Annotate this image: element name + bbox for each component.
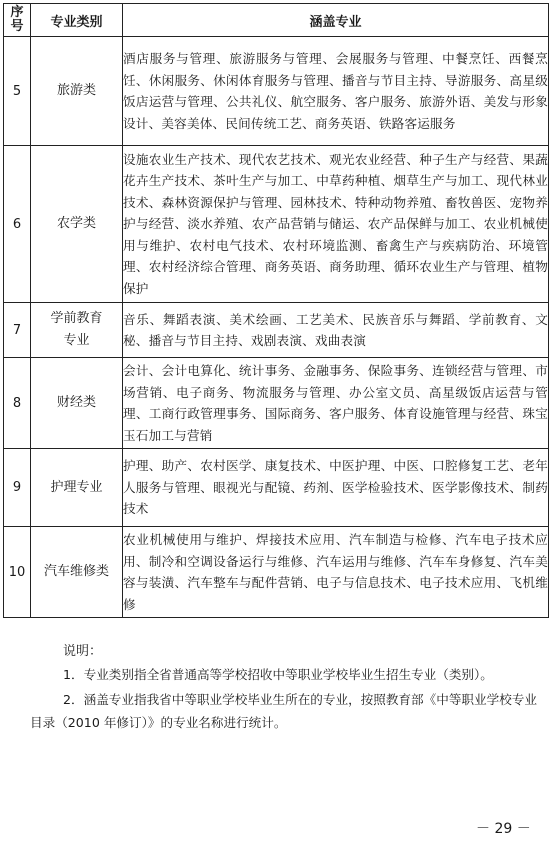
table-header-row (4, 4, 549, 37)
row-seq: 5 (4, 37, 31, 146)
row-majors: 音乐、舞蹈表演、美术绘画、工艺美术、民族音乐与舞蹈、学前教育、文秘、播音与节目主持、戏剧表演、戏曲表演 (123, 303, 549, 358)
header-majors: 涵盖专业 (123, 4, 549, 37)
row-category: 农学类 (31, 146, 123, 303)
row-majors: 酒店服务与管理、旅游服务与管理、会展服务与管理、中餐烹饪、西餐烹饪、休闲服务、休闲体育服务与管理、播音与节目主持、导游服务、高星级饭店运营与管理、公共礼仪、航空服务、客户服务、旅游外语、美发与形象设计、美容美体、民间传统工艺、商务英语、铁路客运服务 (123, 37, 549, 146)
table-row (4, 527, 549, 618)
note-item: 2．涵盖专业指我省中等职业学校毕业生所在的专业，按照教育部《中等职业学校专业目录（2010 年修订）》的专业名称进行统计。 (30, 692, 537, 730)
header-category: 专业类别 (31, 4, 123, 37)
table-row (4, 37, 549, 146)
table-row (4, 449, 549, 527)
table-row (4, 303, 549, 358)
row-category-text: 学前教育专业 (50, 311, 103, 348)
row-seq: 8 (4, 358, 31, 449)
row-category: 财经类 (31, 358, 123, 449)
table-row (4, 358, 549, 449)
row-seq: 6 (4, 146, 31, 303)
note-item: 1．专业类别指全省普通高等学校招收中等职业学校毕业生招生专业（类别）。 (63, 667, 493, 682)
header-seq: 序 号 (4, 4, 31, 37)
table-row (4, 146, 549, 303)
row-seq: 9 (4, 449, 31, 527)
row-category: 护理专业 (31, 449, 123, 527)
row-seq: 7 (4, 303, 31, 358)
row-majors: 护理、助产、农村医学、康复技术、中医护理、中医、口腔修复工艺、老年人服务与管理、眼视光与配镜、药剂、医学检验技术、医学影像技术、制药技术 (123, 449, 549, 527)
row-majors: 设施农业生产技术、现代农艺技术、观光农业经营、种子生产与经营、果蔬花卉生产技术、茶叶生产与加工、中草药种植、烟草生产与加工、现代林业技术、森林资源保护与管理、园林技术、特种动物养殖、畜牧兽医、宠物养护与经营、淡水养殖、农产品营销与储运、农产品保鲜与加工、农业机械使用与维护、农村电气技术、农村环境监测、畜禽生产与疾病防治、环境管理、农村经济综合管理、商务英语、商务助理、循环农业生产与管理、植物保护 (123, 146, 549, 303)
notes-title: 说明： (63, 644, 103, 659)
row-category: 汽车维修类 (31, 527, 123, 618)
row-majors: 农业机械使用与维护、焊接技术应用、汽车制造与检修、汽车电子技术应用、制冷和空调设备运行与维修、汽车运用与维修、汽车车身修复、汽车美容与装潢、汽车整车与配件营销、电子与信息技术、电子技术应用、飞机维修 (123, 527, 549, 618)
row-category: 旅游类 (31, 37, 123, 146)
row-seq: 10 (4, 527, 31, 618)
page-number: － 29 － (476, 821, 531, 837)
row-category (31, 303, 123, 358)
specialty-table (3, 3, 549, 618)
row-majors: 会计、会计电算化、统计事务、金融事务、保险事务、连锁经营与管理、市场营销、电子商务、物流服务与管理、办公室文员、高星级饭店运营与管理、工商行政管理事务、国际商务、客户服务、体育设施管理与经营、珠宝玉石加工与营销 (123, 358, 549, 449)
